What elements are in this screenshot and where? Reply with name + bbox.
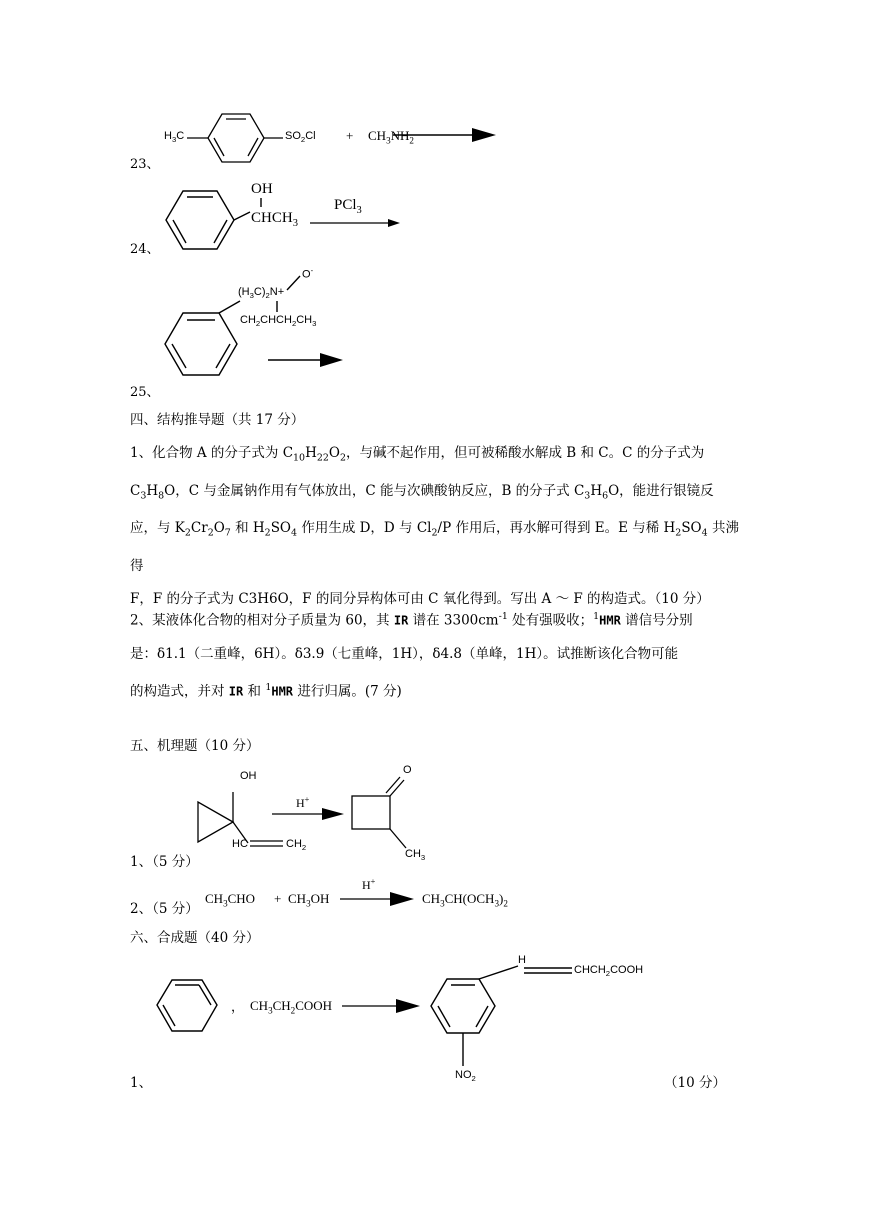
section-4-title: 四、结构推导题（共 17 分） (130, 412, 305, 428)
q23-benzene-ring (187, 114, 283, 162)
m2-methanol-label: $CH_3OH$ (288, 891, 330, 909)
section-5-title: 五、机理题（10 分） (130, 738, 260, 754)
q23-plus-sign: + (346, 128, 354, 143)
section-6-title: 六、合成题（40 分） (130, 930, 260, 946)
question-number-23: 23、 (130, 157, 160, 172)
m2-acetal-product-label: $CH_3CH(OCH_3)_2$ (422, 891, 508, 909)
m1-catalyst-label: H+ (296, 795, 310, 810)
q23-methyl-label: $H_3C$ (164, 130, 185, 145)
synthesis-1-score: （10 分） (664, 1075, 726, 1091)
mechanism-1-number: 1、（5 分） (130, 854, 199, 870)
s1-benzene-ring (157, 980, 217, 1031)
q23-methylamine-label: $CH_3NH_2$ (368, 128, 414, 146)
m1-hydroxyl-label: OH (240, 770, 257, 782)
m2-reaction-arrow (340, 892, 414, 906)
s1-propionic-acid-label: $CH_3CH_2COOH$ (250, 998, 333, 1016)
m1-cyclobutanone-ring (352, 777, 406, 848)
mechanism-2-number: 2、（5 分） (130, 901, 199, 917)
m2-catalyst-label: H+ (362, 877, 376, 892)
m1-vinyl-hc-label: HC (232, 838, 248, 850)
s1-product-benzene-ring (431, 966, 572, 1066)
q24-benzene-ring (166, 191, 261, 249)
q25-oxide-oxygen-label: O- (302, 266, 314, 281)
q24-reagent-pcl3: PCl$_3$ (334, 197, 362, 216)
m1-carbonyl-oxygen-label: O (403, 764, 412, 776)
m2-plus-sign: + (274, 891, 282, 906)
s1-comma: ， (231, 999, 245, 1014)
s1-vinyl-h-label: H (518, 954, 526, 966)
q24-hydroxyl-label: OH (251, 181, 273, 197)
q25-alkyl-chain-label: $CH_2CHCH_2CH_3$ (240, 314, 317, 329)
q23-sulfonyl-chloride-label: $SO_2Cl$ (285, 130, 316, 145)
s1-reaction-arrow (342, 999, 420, 1013)
m2-acetaldehyde-label: $CH_3CHO$ (205, 891, 256, 909)
q24-chain-label: $CHCH_3$ (251, 210, 298, 229)
s1-chain-label: $CHCH_2COOH$ (574, 964, 644, 979)
section-4-question-2: 2、某液体化合物的相对分子质量为 60，其 IR 谱在 $3300cm^{-1}$ 处有强吸收；$^1$HMR 谱信号分别 是：δ1.1（二重峰，6H）。δ3.9（七重峰，1H），δ4.8（单峰，1H）。试推断该化合物可能 的构造式，并对 IR 和 $^1$HMR 进行归属。(7 分) (130, 611, 693, 699)
q24-reaction-arrow (310, 219, 400, 227)
question-number-24: 24、 (130, 242, 160, 257)
section-4-question-1: 1、化合物 A 的分子式为 $C_{10}H_{22}O_2$，与碱不起作用，但可被稀酸水解成 B 和 C。C 的分子式为 $C_3H_8O$，C 与金属钠作用有气体放出，C 能与次碘酸钠反应，B 的分子式 $C_3H_6O$，能进行银镜反 应，与 $K_2Cr_2O_7$ 和 $H_2SO_4$ 作用生成 D，D 与 $Cl_2/P$ 作用后，再水解可得到 E。E 与稀 $H_2SO_4$ 共沸得 F，F 的分子式为 C3H6O，F 的同分异构体可由 C 氧化得到。写出 A ～ F 的构造式。（10 分） (130, 445, 739, 608)
s1-nitro-label: $NO_2$ (455, 1069, 476, 1084)
m1-vinyl-ch2-label: $CH_2$ (286, 838, 307, 853)
question-number-25: 25、 (130, 385, 160, 400)
q25-amine-oxide-label: $(H_3C)_2N+$ (238, 286, 285, 301)
m1-methyl-label: $CH_3$ (405, 848, 426, 863)
synthesis-1-number: 1、 (130, 1075, 153, 1091)
q25-reaction-arrow (268, 353, 343, 367)
